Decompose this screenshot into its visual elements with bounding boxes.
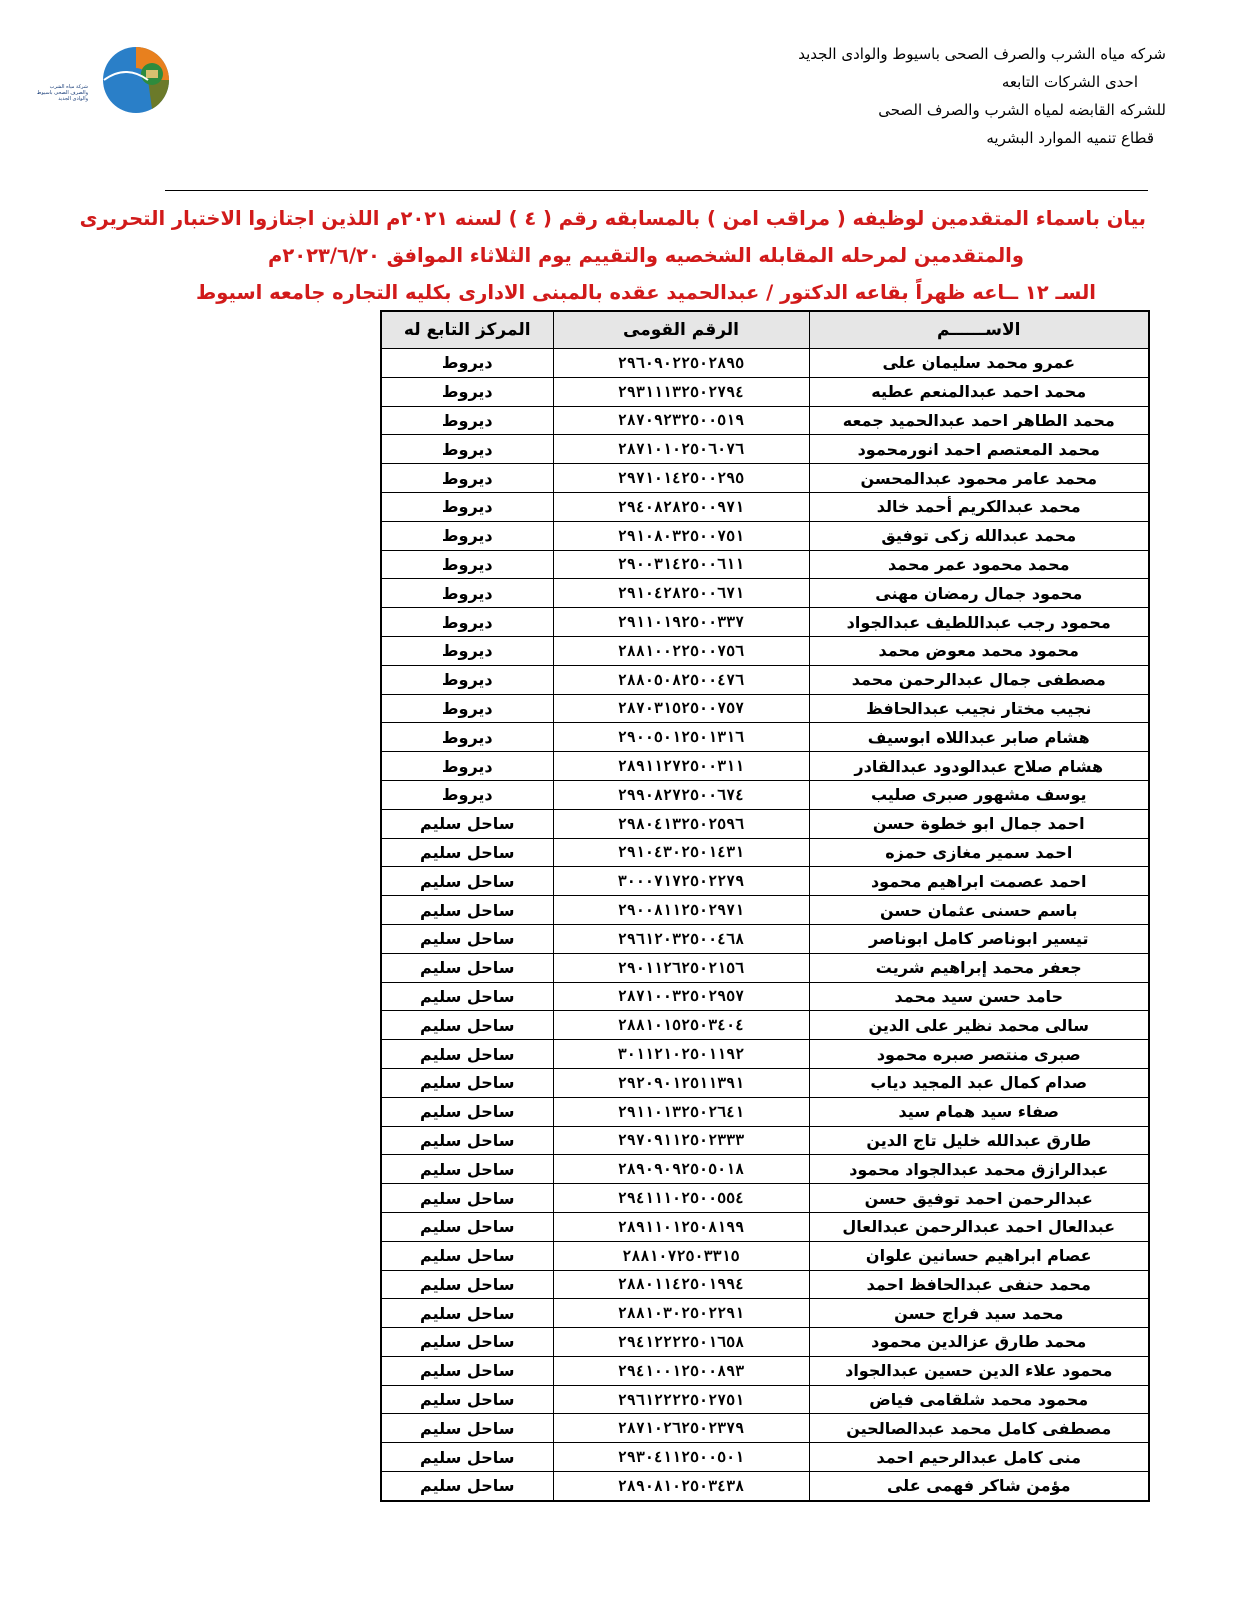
cell-center: ساحل سليم [381,924,553,953]
cell-center: ساحل سليم [381,1097,553,1126]
logo-emblem-center [146,70,158,78]
cell-center: ساحل سليم [381,1270,553,1299]
table-row [381,867,1149,896]
cell-center: ساحل سليم [381,1011,553,1040]
cell-national-id: ٢٩٧٠٩١١٢٥٠٢٣٣٣ [553,1126,809,1155]
cell-national-id: ٣٠٠٠٧١٧٢٥٠٢٢٧٩ [553,867,809,896]
table-row [381,435,1149,464]
cell-national-id: ٢٨٧١٠١٠٢٥٠٦٠٧٦ [553,435,809,464]
cell-name: احمد عصمت ابراهيم محمود [809,867,1149,896]
cell-national-id: ٢٩٠٠٥٠١٢٥٠١٣١٦ [553,723,809,752]
cell-name: محمد احمد عبدالمنعم عطيه [809,377,1149,406]
cell-national-id: ٢٨٨٠٥٠٨٢٥٠٠٤٧٦ [553,665,809,694]
cell-national-id: ٢٩٦١٢٠٣٢٥٠٠٤٦٨ [553,924,809,953]
cell-name: عمرو محمد سليمان على [809,349,1149,378]
cell-center: ساحل سليم [381,1040,553,1069]
cell-national-id: ٢٩٠١١٢٦٢٥٠٢١٥٦ [553,953,809,982]
table-row [381,1212,1149,1241]
logo-text-1: شركة مياه الشرب [49,84,88,90]
cell-name: مصطفى كامل محمد عبدالصالحين [809,1414,1149,1443]
cell-name: محمد محمود عمر محمد [809,550,1149,579]
organization-header [798,40,1166,152]
cell-center: ساحل سليم [381,1414,553,1443]
candidates-table [380,310,1150,1502]
cell-name: جعفر محمد إبراهيم شريت [809,953,1149,982]
cell-center: ساحل سليم [381,838,553,867]
table-row [381,1241,1149,1270]
cell-name: محمود رجب عبداللطيف عبدالجواد [809,608,1149,637]
cell-name: محمد سيد فراج حسن [809,1299,1149,1328]
cell-center: ساحل سليم [381,867,553,896]
cell-center: ديروط [381,521,553,550]
table-row [381,377,1149,406]
cell-national-id: ٢٨٧١٠٠٣٢٥٠٢٩٥٧ [553,982,809,1011]
table-row [381,492,1149,521]
logo-text-3: والوادى الجديد [58,96,88,102]
cell-name: محمود جمال رمضان مهنى [809,579,1149,608]
cell-name: باسم حسنى عثمان حسن [809,896,1149,925]
cell-national-id: ٢٩٦٠٩٠٢٢٥٠٢٨٩٥ [553,349,809,378]
org-line-affiliate: احدى الشركات التابعه [1001,73,1138,91]
org-line-holding: للشركه القابضه لمياه الشرب والصرف الصحى [878,101,1166,119]
cell-name: هشام صلاح عبدالودود عبدالقادر [809,752,1149,781]
table-row [381,1385,1149,1414]
cell-center: ديروط [381,694,553,723]
table-row [381,406,1149,435]
cell-name: عبدالرازق محمد عبدالجواد محمود [809,1155,1149,1184]
cell-national-id: ٢٨٨١٠٠٢٢٥٠٠٧٥٦ [553,636,809,665]
cell-national-id: ٢٩٣١١١٣٢٥٠٢٧٩٤ [553,377,809,406]
cell-national-id: ٢٩١١٠١٩٢٥٠٠٣٣٧ [553,608,809,637]
cell-name: صفاء سيد همام سيد [809,1097,1149,1126]
cell-national-id: ٢٩٤١٢٢٢٢٥٠١٦٥٨ [553,1328,809,1357]
cell-center: ساحل سليم [381,1241,553,1270]
cell-national-id: ٢٨٩٠٩٠٩٢٥٠٥٠١٨ [553,1155,809,1184]
cell-national-id: ٢٨٩١١٠١٢٥٠٨١٩٩ [553,1212,809,1241]
cell-national-id: ٢٨٨١٠٧٢٥٠٣٣١٥ [553,1241,809,1270]
cell-center: ديروط [381,780,553,809]
header-name: الاســــــم [809,311,1149,349]
title-line-3: السـ ١٢ ــاعه ظهراً بقاعه الدكتور / عبدالحميد عقده بالمبنى الادارى بكليه التجاره جامعه اسيوط [196,281,1096,304]
cell-national-id: ٢٨٩١١٢٧٢٥٠٠٣١١ [553,752,809,781]
cell-national-id: ٢٨٧٠٩٢٣٢٥٠٠٥١٩ [553,406,809,435]
cell-center: ساحل سليم [381,809,553,838]
table-row [381,694,1149,723]
table-row [381,1068,1149,1097]
cell-center: ديروط [381,377,553,406]
header-center: المركز التابع له [381,311,553,349]
cell-national-id: ٢٩٣٠٤١١٢٥٠٠٥٠١ [553,1443,809,1472]
cell-national-id: ٢٩٧١٠١٤٢٥٠٠٢٩٥ [553,464,809,493]
cell-name: صدام كمال عبد المجيد دياب [809,1068,1149,1097]
cell-national-id: ٢٩١٠٤٢٨٢٥٠٠٦٧١ [553,579,809,608]
document-title [79,200,1146,311]
cell-name: محمد المعتصم احمد انورمحمود [809,435,1149,464]
cell-center: ديروط [381,579,553,608]
cell-name: محمد طارق عزالدين محمود [809,1328,1149,1357]
cell-national-id: ٢٨٧٠٣١٥٢٥٠٠٧٥٧ [553,694,809,723]
table-row [381,838,1149,867]
table-row [381,464,1149,493]
cell-center: ساحل سليم [381,1068,553,1097]
table-header-row [381,311,1149,349]
cell-name: محمود محمد معوض محمد [809,636,1149,665]
cell-center: ديروط [381,550,553,579]
cell-center: ساحل سليم [381,1443,553,1472]
table-row [381,1270,1149,1299]
cell-name: يوسف مشهور صبرى صليب [809,780,1149,809]
cell-name: محمد حنفى عبدالحافظ احمد [809,1270,1149,1299]
cell-national-id: ٢٩١٠٤٣٠٢٥٠١٤٣١ [553,838,809,867]
cell-name: محمد عبدالله زكى توفيق [809,521,1149,550]
cell-national-id: ٢٩٦١٢٢٢٢٥٠٢٧٥١ [553,1385,809,1414]
table-row [381,953,1149,982]
table-row [381,1126,1149,1155]
cell-national-id: ٢٨٨١٠٣٠٢٥٠٢٢٩١ [553,1299,809,1328]
cell-name: نجيب مختار نجيب عبدالحافظ [809,694,1149,723]
cell-national-id: ٢٩١١٠١٣٢٥٠٢٦٤١ [553,1097,809,1126]
cell-name: محمد الطاهر احمد عبدالحميد جمعه [809,406,1149,435]
cell-name: محمد عامر محمود عبدالمحسن [809,464,1149,493]
table-row [381,1328,1149,1357]
cell-name: طارق عبدالله خليل تاج الدين [809,1126,1149,1155]
cell-center: ساحل سليم [381,1155,553,1184]
table-row [381,924,1149,953]
cell-center: ساحل سليم [381,1356,553,1385]
cell-name: تيسير ابوناصر كامل ابوناصر [809,924,1149,953]
table-row [381,896,1149,925]
table-row [381,723,1149,752]
cell-center: ساحل سليم [381,896,553,925]
cell-national-id: ٢٩١٠٨٠٣٢٥٠٠٧٥١ [553,521,809,550]
org-line-sector: قطاع تنميه الموارد البشريه [986,129,1154,147]
table-row [381,780,1149,809]
company-logo [36,44,186,116]
cell-center: ساحل سليم [381,1212,553,1241]
cell-center: ساحل سليم [381,1184,553,1213]
cell-name: مؤمن شاكر فهمى على [809,1472,1149,1501]
table-row [381,1097,1149,1126]
org-line-company: شركه مياه الشرب والصرف الصحى باسيوط والوادى الجديد [798,45,1166,63]
cell-center: ديروط [381,752,553,781]
cell-center: ساحل سليم [381,1299,553,1328]
cell-national-id: ٢٨٨٠١١٤٢٥٠١٩٩٤ [553,1270,809,1299]
cell-national-id: ٣٠١١٢١٠٢٥٠١١٩٢ [553,1040,809,1069]
title-line-2: والمتقدمين لمرحله المقابله الشخصيه والتقييم يوم الثلاثاء الموافق ٢٠٢٣/٦/٢٠م [268,244,1024,267]
cell-national-id: ٢٩٤١١١٠٢٥٠٠٥٥٤ [553,1184,809,1213]
cell-center: ساحل سليم [381,1385,553,1414]
cell-national-id: ٢٩٤١٠٠١٢٥٠٠٨٩٣ [553,1356,809,1385]
table-row [381,349,1149,378]
header-national-id: الرقم القومى [553,311,809,349]
table-row [381,982,1149,1011]
cell-center: ديروط [381,349,553,378]
table-row [381,1155,1149,1184]
cell-national-id: ٢٨٧١٠٢٦٢٥٠٢٣٧٩ [553,1414,809,1443]
cell-name: سالى محمد نظير على الدين [809,1011,1149,1040]
header-divider [165,190,1148,191]
table-row [381,1414,1149,1443]
cell-center: ديروط [381,636,553,665]
table-row [381,1040,1149,1069]
table-row [381,608,1149,637]
table-row [381,1011,1149,1040]
cell-name: احمد جمال ابو خطوة حسن [809,809,1149,838]
cell-name: احمد سمير مغازى حمزه [809,838,1149,867]
cell-name: عصام ابراهيم حسانين علوان [809,1241,1149,1270]
table-row [381,752,1149,781]
cell-center: ديروط [381,608,553,637]
cell-name: محمد عبدالكريم أحمد خالد [809,492,1149,521]
title-line-1: بيان باسماء المتقدمين لوظيفه ( مراقب امن ) بالمسابقه رقم ( ٤ ) لسنه ٢٠٢١م اللذين اجتازوا الاختبار التحريرى [79,207,1146,230]
logo-text-2: والصرف الصحى باسيوط [36,90,88,96]
table-row [381,1184,1149,1213]
cell-national-id: ٢٩٠٠٣١٤٢٥٠٠٦١١ [553,550,809,579]
cell-national-id: ٢٩٨٠٤١٣٢٥٠٢٥٩٦ [553,809,809,838]
table-row [381,809,1149,838]
cell-center: ساحل سليم [381,1126,553,1155]
table-row [381,636,1149,665]
cell-center: ساحل سليم [381,1472,553,1501]
table-row [381,1472,1149,1501]
cell-name: هشام صابر عبداللاه ابوسيف [809,723,1149,752]
table-row [381,579,1149,608]
cell-national-id: ٢٩٢٠٩٠١٢٥١١٣٩١ [553,1068,809,1097]
cell-center: ديروط [381,665,553,694]
table-row [381,550,1149,579]
cell-center: ساحل سليم [381,982,553,1011]
table-row [381,1356,1149,1385]
cell-name: محمود محمد شلقامى فياض [809,1385,1149,1414]
cell-center: ديروط [381,492,553,521]
cell-name: عبدالعال احمد عبدالرحمن عبدالعال [809,1212,1149,1241]
cell-name: صبرى منتصر صبره محمود [809,1040,1149,1069]
cell-national-id: ٢٩٠٠٨١١٢٥٠٢٩٧١ [553,896,809,925]
cell-name: عبدالرحمن احمد توفيق حسن [809,1184,1149,1213]
cell-center: ديروط [381,435,553,464]
cell-national-id: ٢٩٩٠٨٢٧٢٥٠٠٦٧٤ [553,780,809,809]
table-row [381,1299,1149,1328]
table-row [381,665,1149,694]
cell-national-id: ٢٩٤٠٨٢٨٢٥٠٠٩٧١ [553,492,809,521]
cell-name: محمود علاء الدين حسين عبدالجواد [809,1356,1149,1385]
cell-center: ساحل سليم [381,953,553,982]
cell-name: حامد حسن سيد محمد [809,982,1149,1011]
cell-national-id: ٢٨٩٠٨١٠٢٥٠٣٤٣٨ [553,1472,809,1501]
cell-name: منى كامل عبدالرحيم احمد [809,1443,1149,1472]
table-row [381,1443,1149,1472]
cell-center: ديروط [381,406,553,435]
cell-center: ساحل سليم [381,1328,553,1357]
cell-national-id: ٢٨٨١٠١٥٢٥٠٣٤٠٤ [553,1011,809,1040]
cell-center: ديروط [381,464,553,493]
cell-name: مصطفى جمال عبدالرحمن محمد [809,665,1149,694]
cell-center: ديروط [381,723,553,752]
table-row [381,521,1149,550]
